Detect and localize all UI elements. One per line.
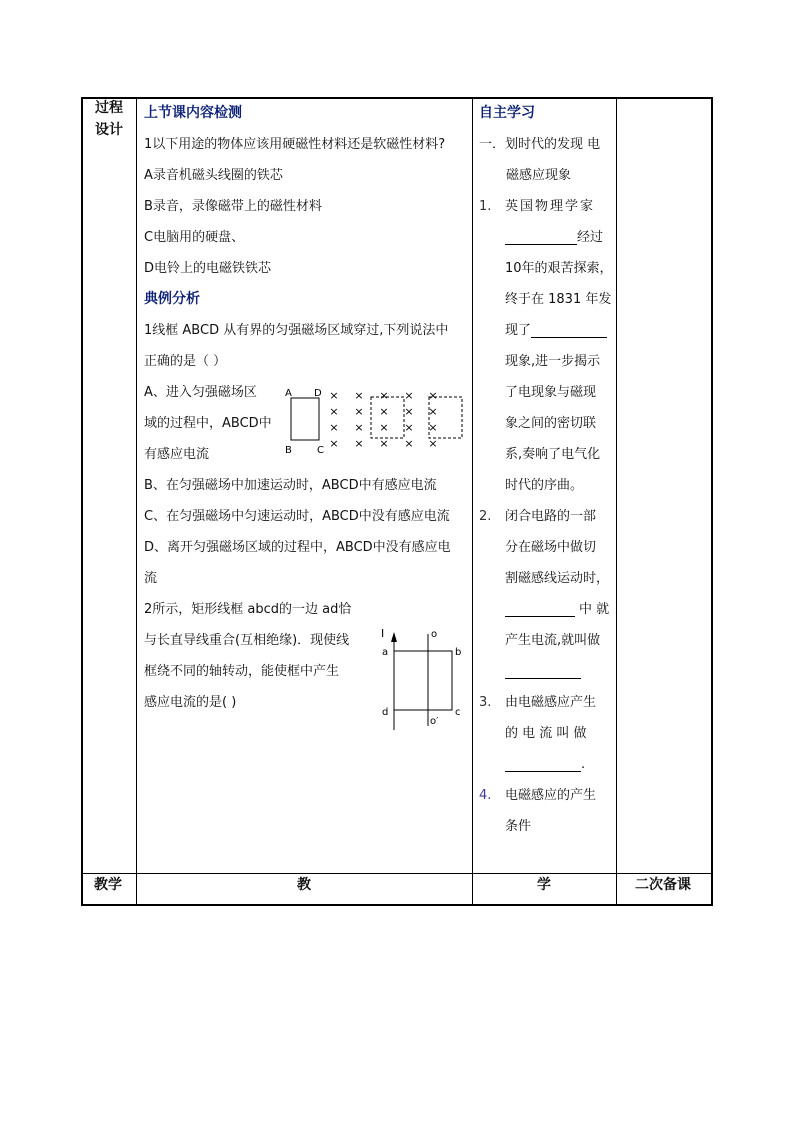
fig1-field-crosses [329, 389, 437, 450]
footer-learn-label: 学 [537, 877, 551, 893]
fig2-label-i: I [381, 627, 385, 640]
point2-line5: 产生电流,就叫做 [505, 633, 601, 648]
stage-label-line2: 设计 [95, 122, 123, 138]
q1-option-d: D电铃上的电磁铁铁芯 [144, 261, 272, 276]
point1-line4: 终于在 1831 年发 [505, 292, 612, 307]
blank-1[interactable] [505, 226, 577, 245]
q1-text: 1以下用途的物体应该用硬磁性材料还是软磁性材料? [144, 137, 446, 152]
point4-line1: 4. 电磁感应的产生 [479, 780, 614, 811]
stage-label [95, 97, 135, 141]
footer-second-prep-label: 二次备课 [635, 877, 691, 893]
section1-line2: 磁感应现象 [506, 168, 572, 183]
field-cross: × [404, 405, 414, 418]
field-cross: × [329, 389, 339, 402]
figure-wire-frame [379, 620, 469, 735]
ex1-option-a-line2: 域的过程中，ABCD中 [144, 416, 272, 431]
point1-line7: 了电现象与磁现 [505, 385, 597, 400]
field-cross: × [329, 405, 339, 418]
point2-number: 2. [479, 509, 492, 524]
fig2-current-arrow [391, 632, 397, 642]
fig1-frame-abcd [291, 398, 319, 440]
point1-line2: 经过 [479, 222, 614, 253]
figure-magnetic-field [281, 384, 471, 459]
point2-line6 [479, 656, 614, 687]
point3-line2: 的 电 流 叫 做 [505, 726, 587, 741]
ex1-option-d-line2: 流 [144, 571, 158, 586]
table-border-bottom [81, 904, 713, 906]
ex1-line2: 正确的是（ ） [144, 354, 227, 369]
table-border-left [81, 97, 83, 906]
point3-line1: 3. 由电磁感应产生 [479, 687, 614, 718]
ex1-option-b: B、在匀强磁场中加速运动时，ABCD中有感应电流 [144, 478, 437, 493]
fig2-label-a: a [382, 647, 389, 658]
point3-line3: . [479, 749, 614, 780]
ex1-option-c: C、在匀强磁场中匀速运动时，ABCD中没有感应电流 [144, 509, 450, 524]
fig2-label-d: d [382, 707, 389, 718]
point3-number: 3. [479, 695, 492, 710]
field-cross: × [404, 437, 414, 450]
self-study-content [479, 98, 614, 842]
ex2-line2: 与长直导线重合(互相绝缘)．现使线 [144, 633, 350, 648]
section1-line1: 一．划时代的发现 电 [479, 137, 601, 152]
field-cross: × [428, 389, 438, 402]
q1-option-c: C电脑用的硬盘、 [144, 230, 245, 245]
fig2-label-o: o [431, 629, 438, 640]
point2-line1: 2. 闭合电路的一部 [479, 501, 614, 532]
ex1-line1: 1线框 ABCD 从有界的匀强磁场区域穿过,下列说法中 [144, 323, 449, 338]
field-cross: × [379, 389, 389, 402]
table-row-divider [81, 873, 713, 874]
blank-4[interactable] [505, 660, 581, 679]
point1-line1: 1. 英国物理学家 [479, 191, 614, 222]
ex2-line4: 感应电流的是( ) [144, 695, 237, 710]
fig1-label-d: D [314, 388, 322, 399]
ex2-line3: 框绕不同的轴转动，能使框中产生 [144, 664, 340, 679]
lesson-table [81, 97, 713, 906]
point1-line8: 象之间的密切联 [505, 416, 597, 431]
field-cross: × [428, 405, 438, 418]
field-cross: × [379, 421, 389, 434]
fig2-frame-abcd [394, 651, 452, 710]
field-cross: × [329, 421, 339, 434]
field-cross: × [354, 405, 364, 418]
point1-line3: 10年的艰苦探索， [505, 261, 613, 276]
point2-line4: 中 就 [479, 594, 614, 625]
heading-self-study: 自主学习 [479, 105, 535, 121]
point1-number: 1. [479, 199, 492, 214]
point4-number: 4. [479, 788, 492, 803]
fig2-label-o-prime: o′ [430, 716, 439, 727]
point1-line6: 现象,进一步揭示 [505, 354, 601, 369]
point1-line10: 时代的序曲。 [505, 478, 584, 493]
blank-2[interactable] [531, 319, 607, 338]
blank-3[interactable] [505, 598, 575, 617]
fig1-label-a: A [285, 388, 292, 399]
stage-label-line1: 过程 [95, 100, 123, 116]
table-border-right [711, 97, 713, 906]
fig1-label-c: C [317, 445, 324, 456]
ex1-option-d-line1: D、离开匀强磁场区域的过程中，ABCD中没有感应电 [144, 540, 451, 555]
field-cross: × [379, 405, 389, 418]
field-cross: × [404, 421, 414, 434]
ex2-line1: 2所示，矩形线框 abcd的一边 ad恰 [144, 602, 352, 617]
point1-line9: 系,奏响了电气化 [505, 447, 601, 462]
point4-line2: 条件 [505, 819, 532, 834]
field-cross: × [428, 421, 438, 434]
fig2-label-b: b [455, 647, 462, 658]
field-cross: × [379, 437, 389, 450]
field-cross: × [354, 437, 364, 450]
field-cross: × [404, 389, 414, 402]
footer-teach-label: 教 [297, 877, 311, 893]
blank-5[interactable] [505, 753, 581, 772]
point1-line5: 现了 [479, 315, 614, 346]
q1-option-a: A录音机磁头线圈的铁芯 [144, 168, 283, 183]
footer-teaching-label: 教学 [94, 877, 122, 893]
heading-review: 上节课内容检测 [144, 105, 242, 121]
field-cross: × [428, 437, 438, 450]
q1-option-b: B录音，录像磁带上的磁性材料 [144, 199, 322, 214]
field-cross: × [354, 389, 364, 402]
fig2-label-c: c [455, 707, 461, 718]
heading-examples: 典例分析 [144, 291, 200, 307]
point2-line3: 割磁感线运动时， [505, 571, 610, 586]
point2-line2: 分在磁场中做切 [505, 540, 597, 555]
field-cross: × [329, 437, 339, 450]
field-cross: × [354, 421, 364, 434]
ex1-option-a-line3: 有感应电流 [144, 447, 210, 462]
table-divider-1 [136, 97, 137, 906]
fig1-label-b: B [285, 445, 292, 456]
ex1-option-a-line1: A、进入匀强磁场区 [144, 385, 257, 400]
table-divider-2 [472, 97, 473, 906]
table-divider-3 [616, 97, 617, 906]
